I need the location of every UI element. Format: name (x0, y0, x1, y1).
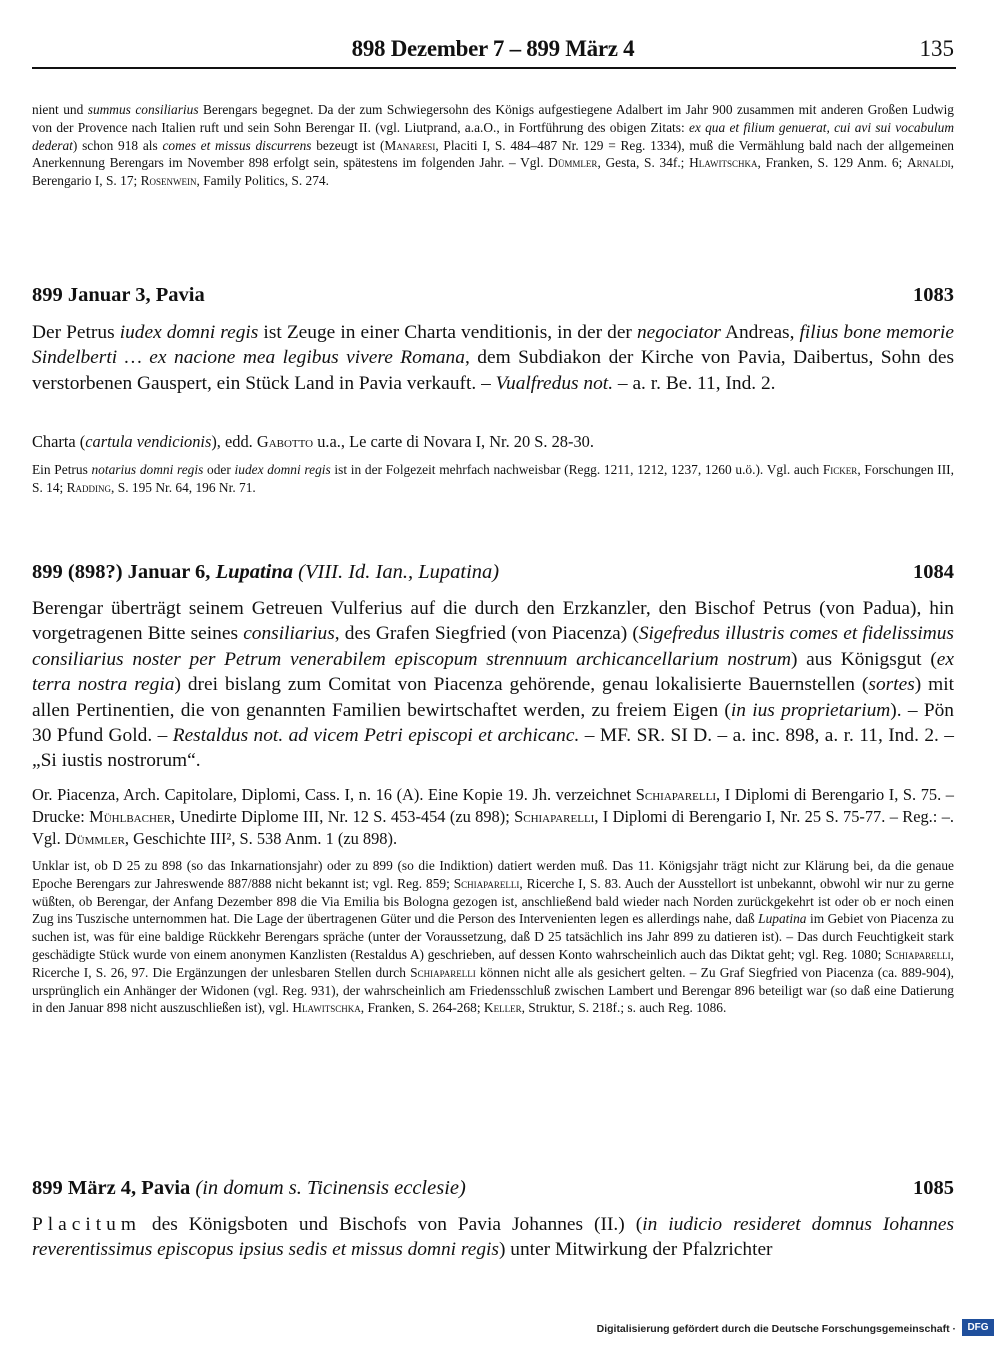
text-run: , S. 195 Nr. 64, 196 Nr. 71. (111, 479, 256, 495)
text-run: , Forschungen III, S. 14; (32, 462, 954, 495)
text-run: ist Zeuge in einer Charta venditionis, in der der (258, 322, 637, 343)
text-run: , Ricerche I, S. 26, 97. Die Ergänzungen der unlesbaren Stellen durch (32, 946, 954, 980)
text-run: Radding (66, 479, 112, 495)
text-run: ist in der Folgezeit mehrfach nachweisbar (Regg. 1211, 1212, 1237, 1260 u.ö.). Vgl. auch (330, 462, 823, 477)
text-run: Charta ( (32, 432, 86, 451)
text-run: Gabotto (256, 432, 314, 451)
text-run: , Family Politics, S. 274. (196, 173, 329, 189)
text-run: Or. Piacenza, Arch. Capitolare, Diplomi, Cass. I, n. 16 (A). Eine Kopie 19. Jh. verzeichnet (32, 785, 636, 804)
regest-place: Lupatina (215, 561, 294, 583)
text-run: ex terra nostra regia (32, 648, 954, 696)
regest-number: 1085 (913, 1177, 954, 1199)
regest-1083-heading (32, 284, 954, 314)
text-run: Placitum (32, 1214, 141, 1235)
text-run: in iudicio resideret domnus Iohannes reverentissimus episcopus ipsius sedis et missus domni regis (32, 1214, 955, 1261)
text-run: Arnaldi (906, 155, 951, 171)
regest-1084-commentary (32, 857, 954, 1017)
text-run: , Berengario I, S. 17; (32, 155, 954, 189)
text-run: , I Diplomi di Berengario I, S. 75. – Drucke: (32, 785, 954, 826)
previous-commentary (32, 101, 954, 190)
text-run: Unklar ist, ob D 25 zu 898 (so das Inkarnationsjahr) oder zu 899 (so die Indiktion) datiert werden muß. Das 11. Königsjahr trägt nicht zur Klärung bei, da die genaue Epoche Berengars zur Jahreswende 887/888 nicht bekannt ist; vgl. Reg. 859; (32, 858, 954, 891)
text-run: , Struktur, S. 218f.; s. auch Reg. 1086. (521, 1000, 727, 1016)
text-run: Sigefredus illustris comes et fidelissimus consiliarius noster per Petrum venerabilem episcopum strennuum archicancellarium nostrum (32, 623, 954, 670)
text-run: Schiaparelli (885, 946, 951, 962)
regest-1084-source (32, 784, 954, 850)
text-run: im Gebiet von Piacenza zu suchen ist, was für eine baldige Rückkehr Berengars spräche (unter der Voraussetzung, daß D 25 tatsächlich ins Jahr 899 zu datieren ist). – Das durch Feuchtigkeit stark geschädigte Stück wurde von einem anonymen Kanzlisten (Restaldus A) geschrieben, auf dessen Konto wahrscheinlich auch das Diktat geht; vgl. Reg. 1080; (32, 911, 954, 962)
regest-title (32, 1177, 466, 1200)
text-run: Schiaparelli (635, 785, 716, 804)
text-run: , Ricerche I, S. 83. Auch der Ausstellort ist unbekannt, obwohl wir nur zu gerne wüßten, ob Berengar, der Anfang Dezember 898 die Via Emilia bis Bologna gezogen ist, anschließend bald wieder nach Norden zurückgekehrt ist oder ob er noch einen Zug ins Tuszische unternommen hat. Die Lage der übertragenen Güter und die Person des Intervenienten legen es allerdings nahe, daß (32, 875, 954, 927)
text-run: Berengars begegnet. Da der zum Schwiegersohn des Königs aufgestiegene Adalbert im Jahr 900 zusammen mit anderen Großen Ludwig von der Provence nach Italien ruft und sein Sohn Berengar II. (vgl. Liutprand, a.a.O., in Fortführung des obigen Zitats: (32, 102, 954, 135)
regest-number: 1084 (913, 561, 954, 583)
text-run: Ficker (822, 462, 858, 477)
regest-title (32, 561, 499, 584)
regest-1085-heading (32, 1177, 954, 1207)
text-run: ), edd. (211, 432, 257, 451)
regest-number: 1083 (913, 284, 954, 306)
text-run: oder (203, 462, 235, 477)
text-run: Keller (483, 1000, 522, 1016)
regest-dating-clause: (VIII. Id. Ian., Lupatina) (293, 561, 500, 583)
text-run: ) unter Mitwirkung der Pfalzrichter (498, 1239, 773, 1261)
text-run: u.a., Le carte di Novara I, Nr. 20 S. 28-30. (313, 432, 594, 451)
text-run: , Gesta, S. 34f.; (597, 155, 690, 171)
text-run: Restaldus not. ad vicem Petri episcopi et archicanc. (172, 725, 580, 747)
regest-title: 899 Januar 3, Pavia (32, 284, 205, 306)
text-run: Mühlbacher (89, 807, 171, 826)
text-run: Hlawitschka (689, 155, 758, 171)
text-run: Schiaparelli (410, 964, 476, 980)
text-run: – a. r. Be. 11, Ind. 2. (613, 372, 776, 394)
header-rule (32, 67, 956, 69)
text-run: Manaresi (384, 137, 436, 153)
regest-1085-text (32, 1212, 954, 1263)
text-run: iudex domni regis (234, 462, 331, 477)
text-run: filius bone memorie Sindelberti … ex nacione mea legibus vivere Romana (32, 322, 954, 369)
digitization-credit: Digitalisierung gefördert durch die Deutsche Forschungsgemeinschaft · (596, 1323, 956, 1335)
text-run: iudex domni regis (119, 322, 259, 343)
text-run: des Königsboten und Bischofs von Pavia Johannes (II.) ( (140, 1214, 643, 1235)
text-run: nient und (32, 102, 88, 117)
text-run: cartula vendicionis (85, 432, 212, 451)
text-run: ) schon 918 als (72, 137, 163, 153)
text-run: können nicht alle als gesichert gelten. – Zu Graf Siegfried von Piacenza (ca. 889-904), ursprünglich ein Anhänger der Widonen (vgl. Reg. 931), der wahrscheinlich am Friedensschluß zwischen Lambert und Berengar 896 beteiligt war (so daß eine Datierung in den Januar 898 nicht auszuschließen ist), vgl. (32, 964, 954, 1016)
text-run: bezeugt ist ( (311, 137, 385, 153)
text-run: ) aus Königsgut ( (790, 648, 937, 670)
text-run: Hlawitschka (292, 1000, 361, 1016)
text-run: – MF. SR. SI D. – a. inc. 898, a. r. 11, Ind. 2. – „Si iustis nostrorum“. (32, 725, 954, 772)
text-run: summus consiliarius (87, 102, 199, 117)
regest-date: 899 März 4, Pavia (32, 1177, 191, 1199)
text-run: , dem Subdiakon der Kirche von Pavia, Daibertus, Sohn des verstorbenen Gauspert, ein Stück Land in Pavia verkauft. – (32, 347, 954, 394)
text-run: ). – Pön 30 Pfund Gold. – (32, 699, 955, 747)
text-run: consiliarius (243, 623, 335, 645)
regest-1084-text (32, 596, 954, 774)
text-run: sortes (868, 674, 915, 696)
text-run: notarius domni regis (91, 462, 204, 477)
text-run: Der Petrus (32, 322, 120, 343)
dfg-logo[interactable]: DFG (962, 1319, 994, 1336)
text-run: in ius proprietarium (730, 699, 891, 721)
text-run: , des Grafen Siegfried (von Piacenza) ( (334, 623, 639, 645)
regest-1084-heading (32, 561, 954, 591)
text-run: , Franken, S. 264-268; (360, 1000, 484, 1016)
regest-1083-source (32, 431, 954, 453)
text-run: ex qua et filium genuerat, cui avi sui vocabulum dederat (32, 119, 954, 153)
text-run: , Geschichte III², S. 538 Anm. 1 (zu 898). (124, 829, 398, 848)
regest-1083-text (32, 320, 954, 396)
text-run: , Unedirte Diplome III, Nr. 12 S. 453-454 (zu 898); (170, 807, 515, 826)
regest-dating-clause: (in domum s. Ticinensis ecclesie) (190, 1177, 466, 1199)
text-run: Schiaparelli (514, 807, 595, 826)
text-run: , Franken, S. 129 Anm. 6; (757, 155, 907, 171)
running-header (32, 36, 954, 66)
text-run: Dümmler (64, 829, 125, 848)
regest-date: 899 (898?) Januar 6, (32, 561, 216, 583)
regest-1083-commentary (32, 461, 954, 497)
text-run: ) drei bislang zum Comitat von Piacenza gehörende, genau lokalisierte Bauernstellen ( (174, 674, 869, 696)
text-run: Schiaparelli (453, 875, 520, 891)
text-run: , Placiti I, S. 484–487 Nr. 129 = Reg. 1334), muß die Vermählung bald nach der allgemeinen Anerkennung Berengars im November 898 erfolgt sein, spätestens im folgenden Jahr. – Vgl. (32, 137, 954, 171)
text-run: Dümmler (548, 155, 598, 171)
text-run: Andreas, (720, 322, 800, 343)
text-run: , I Diplomi di Berengario I, Nr. 25 S. 75-77. – Reg.: –. Vgl. (32, 807, 954, 848)
text-run: Rosenwein (140, 173, 197, 189)
text-run: Ein Petrus (32, 462, 92, 477)
text-run: Berengar überträgt seinem Getreuen Vulferius auf die durch den Erzkanzler, den Bischof Petrus (von Padua), hin vorgetragenen Bitte seines (32, 598, 954, 645)
page-number: 135 (919, 36, 954, 61)
text-run: comes et missus discurrens (162, 137, 312, 153)
text-run: ) mit allen Pertinentien, die von genannten Familien bewirtschaftet werden, zu freiem Eigen ( (32, 674, 954, 721)
text-run: Vualfredus not. (495, 372, 614, 394)
text-run: Lupatina (758, 911, 807, 927)
header-date-range: 898 Dezember 7 – 899 März 4 (351, 36, 635, 61)
text-run: negociator (636, 322, 721, 343)
